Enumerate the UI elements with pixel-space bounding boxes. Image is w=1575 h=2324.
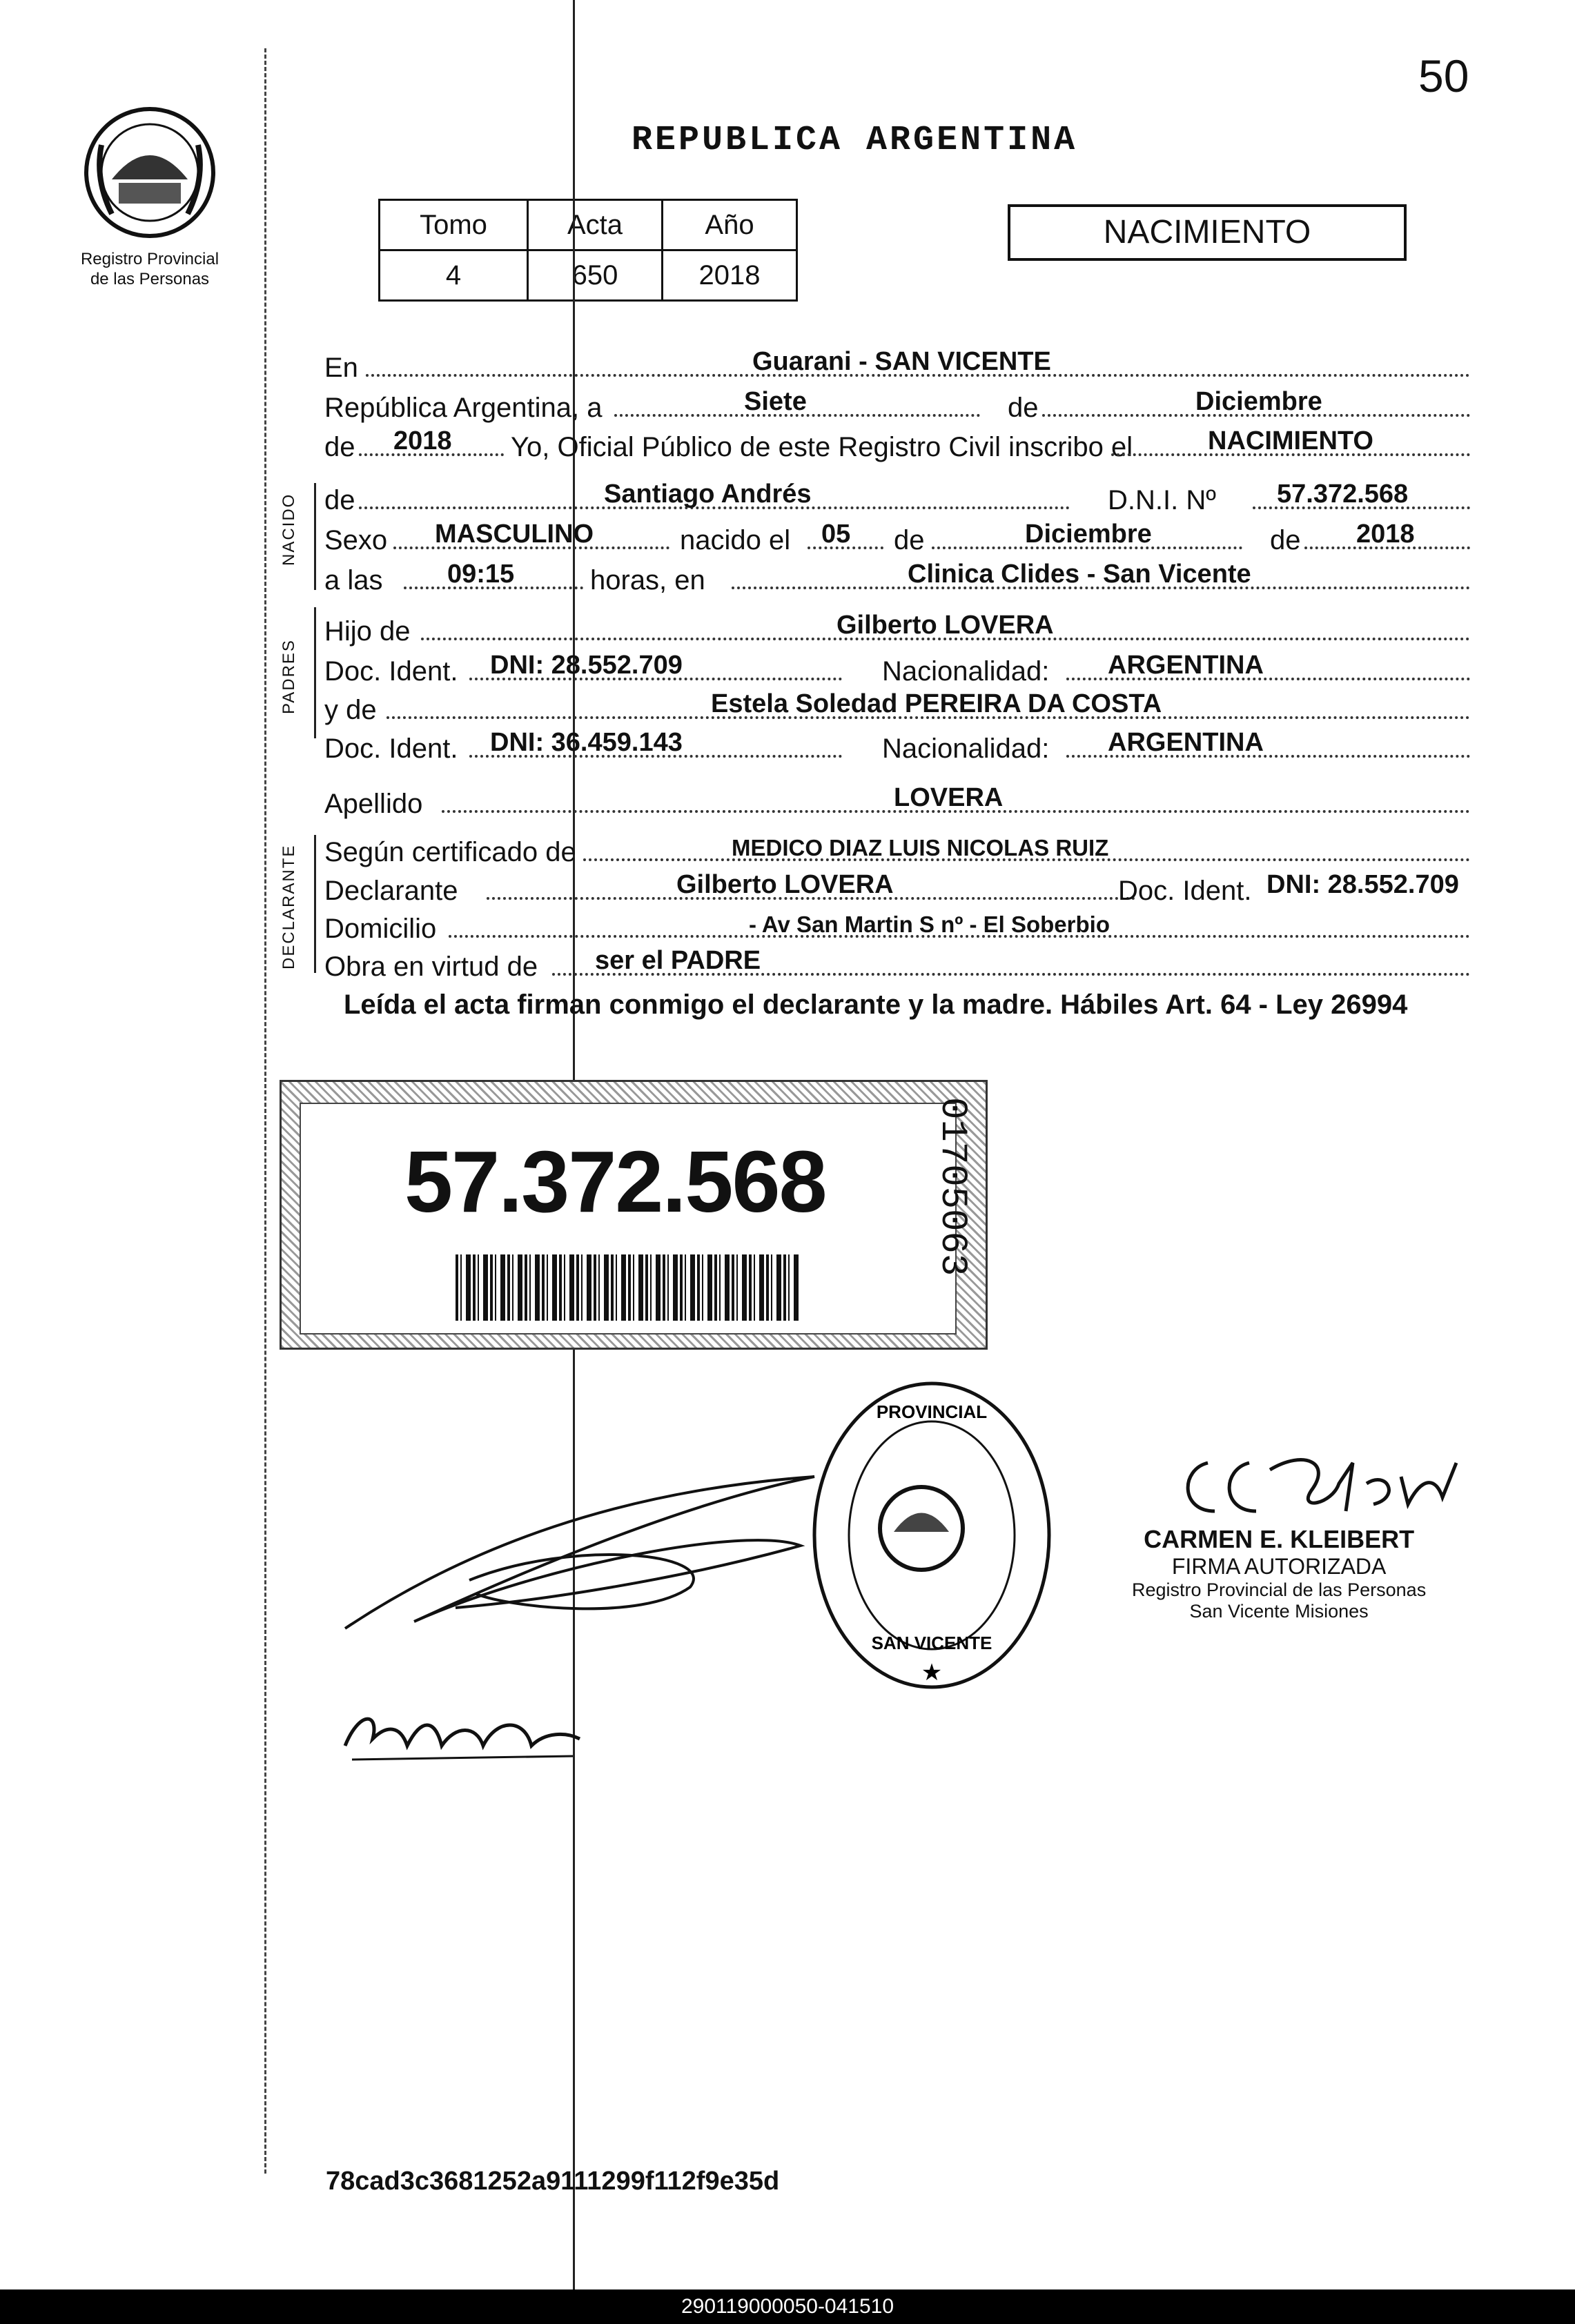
official-signature-icon	[1166, 1435, 1470, 1532]
province-shield-icon	[81, 104, 219, 242]
row-republica	[324, 385, 1470, 425]
row-hijo	[324, 609, 1470, 649]
value-nac2: ARGENTINA	[1108, 728, 1264, 757]
official-signature-block	[1132, 1525, 1426, 1622]
document-title: REPUBLICA ARGENTINA	[632, 121, 1078, 160]
value-apellido: LOVERA	[894, 783, 1004, 812]
label-hijo: Hijo de	[324, 616, 411, 647]
page-number: 50	[1418, 50, 1469, 101]
value-doc1: DNI: 28.552.709	[490, 651, 683, 680]
value-inscribo: NACIMIENTO	[1208, 426, 1373, 455]
act-type-box: NACIMIENTO	[1008, 204, 1407, 261]
side-label-nacido: NACIDO	[280, 493, 298, 566]
value-mes: Diciembre	[1195, 387, 1322, 416]
row-apellido	[324, 781, 1470, 821]
logo-caption-line2: de las Personas	[90, 270, 210, 288]
label-apellido: Apellido	[324, 789, 423, 819]
declarante-bracket	[314, 835, 316, 973]
svg-text:★: ★	[921, 1660, 943, 1686]
signer-name: CARMEN E. KLEIBERT	[1144, 1525, 1415, 1553]
row-hora	[324, 558, 1470, 598]
value-dia: Siete	[744, 387, 807, 416]
label-doc3: Doc. Ident.	[1118, 876, 1252, 906]
label-doc1: Doc. Ident.	[324, 656, 458, 687]
value-en: Guarani - SAN VICENTE	[752, 347, 1051, 376]
closing-text: Leída el acta firman conmigo el declarante y la madre. Hábiles Art. 64 - Ley 26994	[344, 989, 1408, 1020]
row-certificado	[324, 829, 1470, 869]
label-nac1: Nacionalidad:	[882, 656, 1050, 687]
row-doc-padre	[324, 649, 1470, 689]
logo-caption-line1: Registro Provincial	[80, 250, 219, 268]
label-republica: República Argentina, a	[324, 393, 603, 423]
value-anio: 2018	[393, 426, 452, 455]
label-nacido: nacido el	[680, 525, 791, 555]
row-sexo	[324, 518, 1470, 558]
value-obra: ser el PADRE	[595, 946, 761, 975]
label-nac2: Nacionalidad:	[882, 733, 1050, 764]
footer-code: 290119000050-041510	[0, 2289, 1575, 2324]
stamp-barcode	[456, 1254, 801, 1321]
row-obra	[324, 944, 1470, 984]
label-de3: de	[324, 485, 355, 515]
value-declarante: Gilberto LOVERA	[676, 870, 894, 899]
svg-text:PROVINCIAL: PROVINCIAL	[876, 1401, 988, 1422]
label-en: En	[324, 353, 358, 383]
stamp-serial: 01705063	[931, 1097, 973, 1277]
value-padre: Gilberto LOVERA	[837, 611, 1054, 640]
label-dni: D.N.I. Nº	[1108, 485, 1216, 515]
value-madre: Estela Soledad PEREIRA DA COSTA	[711, 689, 1162, 718]
label-obra: Obra en virtud de	[324, 952, 538, 982]
label-domicilio: Domicilio	[324, 914, 437, 944]
value-nombre: Santiago Andrés	[604, 480, 812, 509]
table-header-acta: Acta	[528, 200, 663, 250]
side-label-declarante: DECLARANTE	[280, 844, 298, 969]
row-madre	[324, 687, 1470, 727]
label-certificado: Según certificado de	[324, 837, 576, 867]
value-dni: 57.372.568	[1277, 480, 1409, 509]
padres-bracket	[314, 607, 316, 738]
label-doc2: Doc. Ident.	[324, 733, 458, 764]
label-yde: y de	[324, 695, 377, 725]
row-en	[324, 345, 1470, 385]
table-header-anio: Año	[663, 200, 797, 250]
value-sexo: MASCULINO	[435, 520, 594, 549]
mother-signature-icon	[338, 1697, 587, 1773]
stamp-number: 57.372.568	[404, 1133, 826, 1230]
value-doc2: DNI: 36.459.143	[490, 728, 683, 757]
label-sexo: Sexo	[324, 525, 388, 555]
table-value-acta: 650	[528, 250, 663, 301]
label-horas: horas, en	[590, 565, 705, 595]
value-hora: 09:15	[447, 560, 515, 589]
signer-role: FIRMA AUTORIZADA	[1171, 1554, 1387, 1579]
row-inscribo	[324, 424, 1470, 464]
table-header-tomo: Tomo	[380, 200, 528, 250]
label-de4: de	[894, 525, 925, 555]
svg-text:SAN VICENTE: SAN VICENTE	[871, 1633, 992, 1653]
value-doc3: DNI: 28.552.709	[1266, 870, 1459, 899]
table-value-anio: 2018	[663, 250, 797, 301]
value-nac-mes: Diciembre	[1025, 520, 1152, 549]
value-certificado: MEDICO DIAZ LUIS NICOLAS RUIZ	[732, 835, 1109, 860]
label-declarante: Declarante	[324, 876, 458, 906]
label-de5: de	[1270, 525, 1301, 555]
label-alas: a las	[324, 565, 383, 595]
registry-table	[378, 199, 798, 302]
security-stamp	[280, 1080, 988, 1350]
registry-logo	[63, 104, 236, 289]
value-lugar: Clinica Clides - San Vicente	[908, 560, 1251, 589]
declarant-signature-icon	[331, 1463, 856, 1642]
value-nac1: ARGENTINA	[1108, 651, 1264, 680]
table-value-tomo: 4	[380, 250, 528, 301]
value-nac-anio: 2018	[1356, 520, 1415, 549]
row-doc-madre	[324, 726, 1470, 766]
nacido-bracket	[314, 483, 316, 590]
row-domicilio	[324, 906, 1470, 946]
signer-place: San Vicente Misiones	[1189, 1601, 1369, 1622]
side-label-padres: PADRES	[280, 639, 298, 714]
label-de: de	[1008, 393, 1039, 423]
label-inscribo: Yo, Oficial Público de este Registro Civil inscribo el	[511, 432, 1133, 462]
label-de2: de	[324, 432, 355, 462]
value-domicilio: - Av San Martin S nº - El Soberbio	[749, 912, 1110, 937]
document-hash: 78cad3c3681252a9111299f112f9e35d	[326, 2167, 780, 2196]
row-nombre	[324, 477, 1470, 518]
value-nac-dia: 05	[821, 520, 851, 549]
row-declarante	[324, 868, 1470, 908]
left-margin-line	[264, 48, 266, 2174]
signer-org: Registro Provincial de las Personas	[1132, 1579, 1427, 1600]
